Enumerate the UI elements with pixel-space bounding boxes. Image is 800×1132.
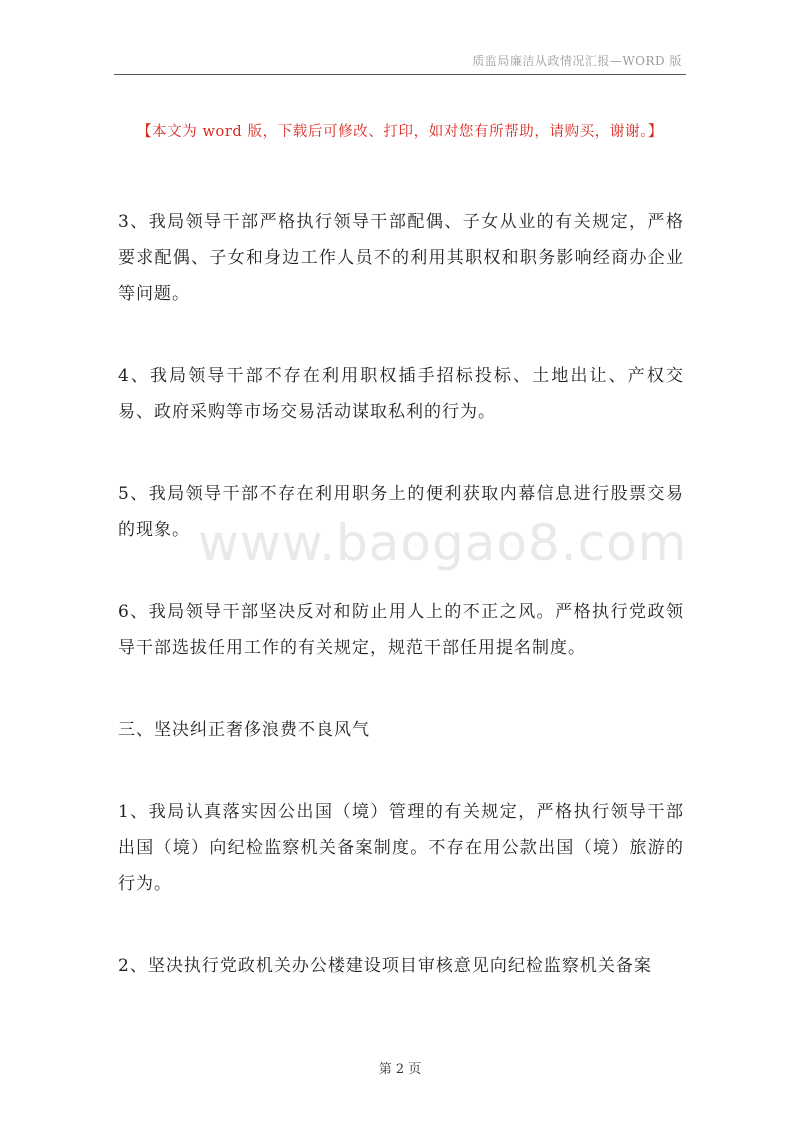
paragraph-item-1: 1、我局认真落实因公出国（境）管理的有关规定，严格执行领导干部出国（境）向纪检监察机关备案制度。不存在用公款出国（境）旅游的行为。 [118,802,684,894]
watermark-text: www.baogao8.com [198,514,688,572]
running-header: 质监局廉洁从政情况汇报—WORD 版 [472,54,682,68]
document-body [118,204,684,984]
page-number: 第 2 页 [378,1062,422,1077]
purchase-notice: 【本文为 word 版，下载后可修改、打印，如对您有所帮助，请购买，谢谢。】 [136,124,664,140]
paragraph-item-6: 6、我局领导干部坚决反对和防止用人上的不正之风。严格执行党政领导干部选拔任用工作的有关规定，规范干部任用提名制度。 [118,602,684,658]
paragraph-item-5: 5、我局领导干部不存在利用职务上的便利获取内幕信息进行股票交易的现象。 [118,484,684,540]
header-divider [114,74,686,75]
paragraph-item-3: 3、我局领导干部严格执行领导干部配偶、子女从业的有关规定，严格要求配偶、子女和身边工作人员不的利用其职权和职务影响经商办企业等问题。 [118,212,684,304]
section-heading-3: 三、坚决纠正奢侈浪费不良风气 [118,720,370,740]
paragraph-item-2: 2、坚决执行党政机关办公楼建设项目审核意见向纪检监察机关备案 [118,956,652,976]
paragraph-item-4: 4、我局领导干部不存在利用职权插手招标投标、土地出让、产权交易、政府采购等市场交易活动谋取私利的行为。 [118,366,684,422]
